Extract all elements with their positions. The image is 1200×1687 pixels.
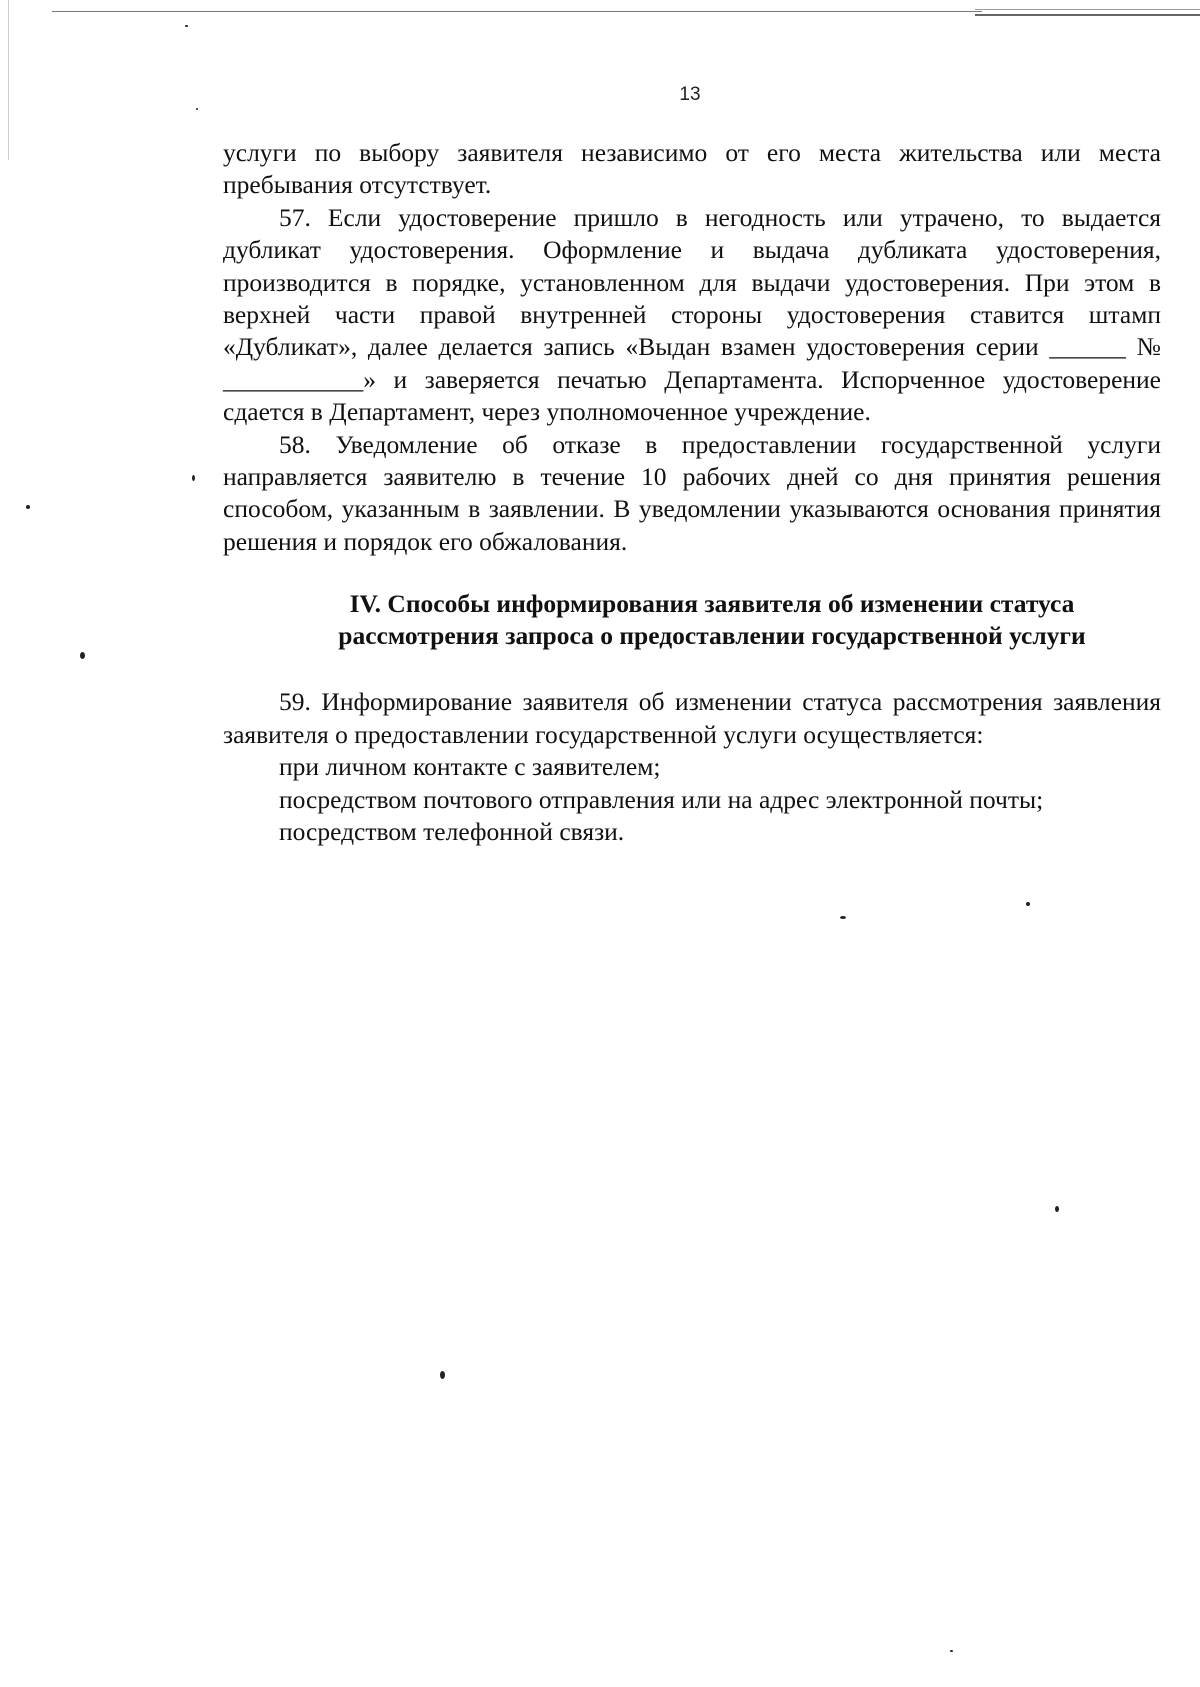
paragraph-continuation: услуги по выбору заявителя независимо от его места жительства или места пребывания отсутствует. [223,138,1161,200]
scan-speck [840,916,846,919]
list-item: посредством телефонной связи. [279,816,625,846]
list-item: посредством почтового отправления или на адрес электронной почты; [279,784,1044,814]
scan-speck [192,475,195,481]
scan-speck [185,25,188,27]
scan-top-rule-right [975,14,1200,16]
paragraph-57: 57. Если удостоверение пришло в негодность или утрачено, то выдается дубликат удостоверения. Оформление и выдача дубликата удостоверения, производится в порядке, установленном для выдачи удостоверения. При этом в верхней части правой внутренней стороны удостоверения ставится штамп «Дубликат», далее делается запись «Выдан взамен удостоверения серии ______ № ___________» и заверяется печатью Департамента. Испорченное удостоверение сдается в Департамент, через уполномоченное учреждение. [223,202,1161,427]
paragraph-59: 59. Информирование заявителя об изменении статуса рассмотрения заявления заявителя о предоставлении государственной услуги осуществляется: [223,687,1161,749]
document-body [223,137,1161,848]
list-item: при личном контакте с заявителем; [279,752,661,782]
scan-speck [950,1650,953,1652]
section-heading-line2: рассмотрения запроса о предоставлении государственной услуги [338,621,1086,651]
section-heading-line1: IV. Способы информирования заявителя об изменении статуса [349,589,1075,619]
page-number: 13 [679,84,701,105]
scan-top-rule-right-thin [975,9,1200,10]
scan-speck [1026,902,1030,906]
scan-speck [80,652,85,659]
scan-speck [440,1371,445,1379]
scan-left-edge [8,0,9,160]
scan-speck [26,505,30,509]
paragraph-58: 58. Уведомление об отказе в предоставлении государственной услуги направляется заявителю в течение 10 рабочих дней со дня принятия решения способом, указанным в заявлении. В уведомлении указываются основания принятия решения и порядок его обжалования. [223,429,1161,556]
scan-speck [196,108,198,110]
section-heading [223,588,1161,652]
scan-speck [1055,1206,1059,1212]
scan-top-rule [52,11,982,12]
